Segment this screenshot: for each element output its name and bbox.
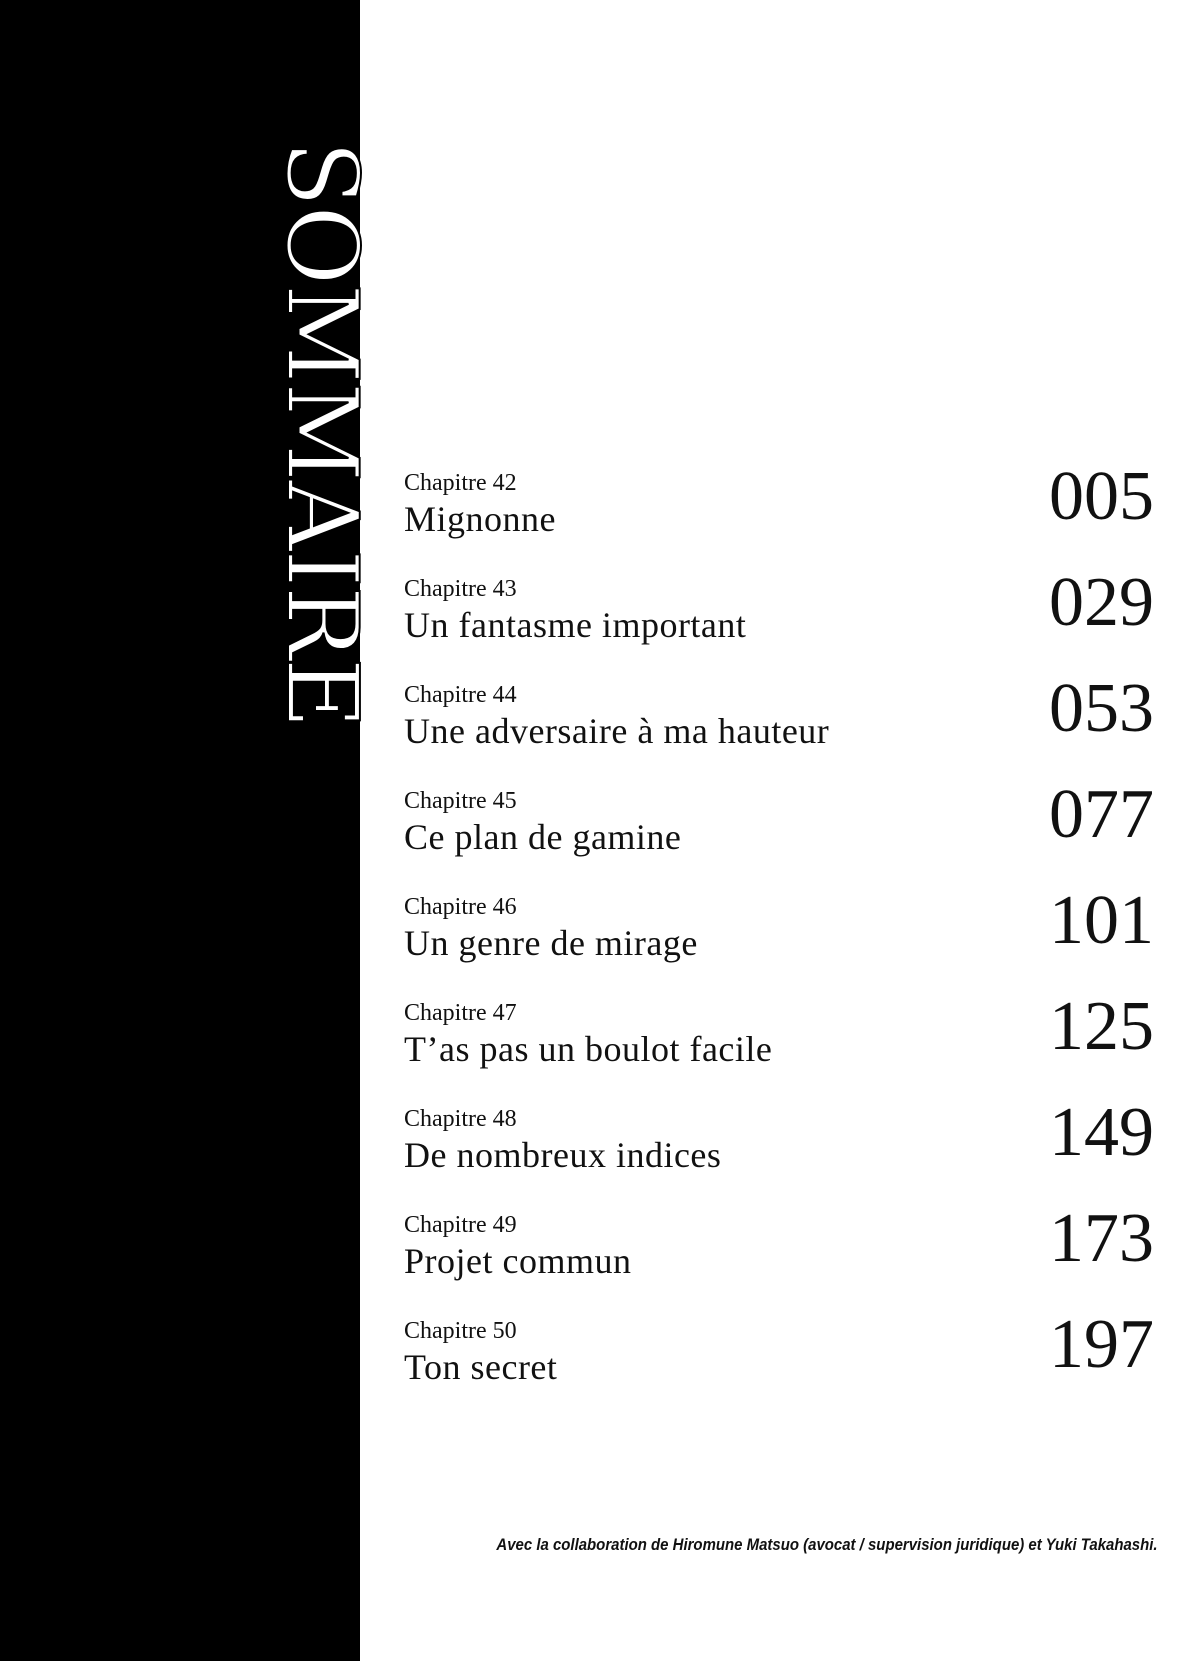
chapter-title: De nombreux indices bbox=[404, 1135, 722, 1175]
collaboration-credit: Avec la collaboration de Hiromune Matsuo (avocat / supervision juridique) et Yuki Takahashi. bbox=[496, 1535, 1158, 1554]
page-number: 101 bbox=[1049, 882, 1154, 959]
chapter-title: Ce plan de gamine bbox=[404, 817, 682, 857]
toc-entry bbox=[404, 776, 1154, 894]
page-number: 149 bbox=[1049, 1094, 1154, 1171]
chapter-title: Projet commun bbox=[404, 1241, 632, 1281]
chapter-title: Un genre de mirage bbox=[404, 923, 698, 963]
toc-entry bbox=[404, 1200, 1154, 1318]
page-number: 077 bbox=[1049, 776, 1154, 853]
toc-entry bbox=[404, 458, 1154, 576]
chapter-title: Ton secret bbox=[404, 1347, 558, 1387]
page-number: 005 bbox=[1049, 458, 1154, 535]
toc-entry bbox=[404, 670, 1154, 788]
chapter-number: Chapitre 50 bbox=[404, 1318, 517, 1344]
page-number: 029 bbox=[1049, 564, 1154, 641]
page-number: 197 bbox=[1049, 1306, 1154, 1383]
toc-entry bbox=[404, 988, 1154, 1106]
page-number: 173 bbox=[1049, 1200, 1154, 1277]
chapter-number: Chapitre 47 bbox=[404, 1000, 517, 1026]
chapter-number: Chapitre 49 bbox=[404, 1212, 517, 1238]
chapter-title: Un fantasme important bbox=[404, 605, 747, 645]
toc-entry bbox=[404, 882, 1154, 1000]
chapter-title: Une adversaire à ma hauteur bbox=[404, 711, 830, 751]
toc-entry bbox=[404, 1306, 1154, 1424]
chapter-number: Chapitre 48 bbox=[404, 1106, 517, 1132]
chapter-number: Chapitre 45 bbox=[404, 788, 517, 814]
toc-list bbox=[404, 458, 1154, 1424]
chapter-title: T’as pas un boulot facile bbox=[404, 1029, 773, 1069]
chapter-title: Mignonne bbox=[404, 499, 556, 539]
toc-entry bbox=[404, 1094, 1154, 1212]
sidebar-band bbox=[0, 0, 378, 1661]
chapter-number: Chapitre 43 bbox=[404, 576, 517, 602]
page-number: 125 bbox=[1049, 988, 1154, 1065]
chapter-number: Chapitre 46 bbox=[404, 894, 517, 920]
chapter-number: Chapitre 42 bbox=[404, 470, 517, 496]
chapter-number: Chapitre 44 bbox=[404, 682, 517, 708]
page-number: 053 bbox=[1049, 670, 1154, 747]
toc-entry bbox=[404, 564, 1154, 682]
sommaire-title: SOMMAIRE bbox=[264, 140, 378, 727]
